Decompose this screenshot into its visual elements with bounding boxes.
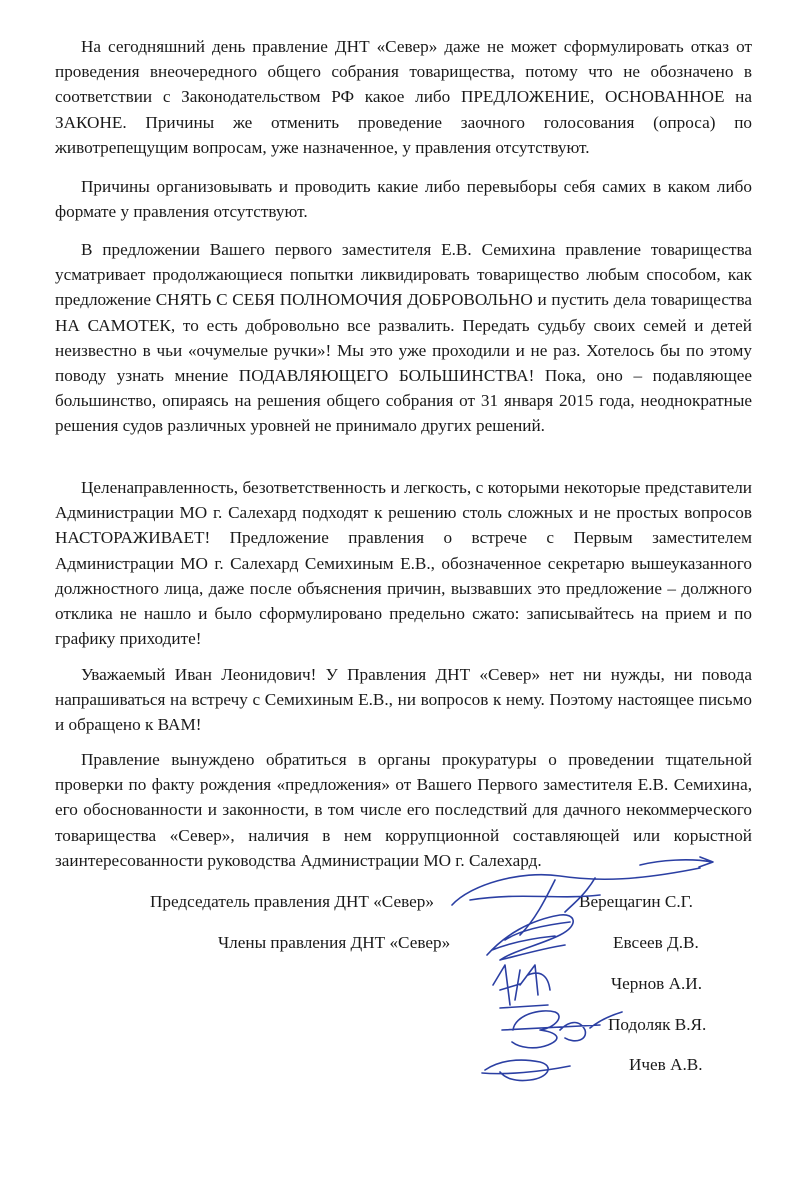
members-label: Члены правления ДНТ «Север» bbox=[218, 933, 451, 952]
member-name-3: Подоляк В.Я. bbox=[608, 1015, 707, 1034]
chairman-label: Председатель правления ДНТ «Север» bbox=[150, 892, 434, 911]
member-name-1: Евсеев Д.В. bbox=[613, 933, 699, 952]
chairman-name: Верещагин С.Г. bbox=[579, 892, 693, 911]
paragraph-4: Целенаправленность, безответственность и легкость, с которыми некоторые представители Администрации МО г. Салехард подходят к решению столь сложных и не простых вопросов НАСТОРАЖИВАЕТ! Предложение правления о встрече с Первым заместителем Администрации МО г. Салехард Семихиным Е.В., обозначенное секретарю вышеуказанного должностного лица, даже после объяснения причин, вызвавших это предложение – должного отклика не нашло и было сформулировано предельно сжато: записывайтесь на прием и по графику приходите! bbox=[55, 478, 752, 649]
paragraph-3: В предложении Вашего первого заместителя Е.В. Семихина правление товарищества усматривает продолжающиеся попытки ликвидировать товарищество любым способом, как предложение СНЯТЬ С СЕБЯ ПОЛНОМОЧИЯ ДОБРОВОЛЬНО и пустить дела товарищества НА САМОТЕК, то есть добровольно все развалить. Передать судьбу своих семей и детей неизвестно в чьи «очумелые ручки»! Мы это уже проходили и не раз. Хотелось бы по этому поводу узнать мнение ПОДАВЛЯЮЩЕГО БОЛЬШИНСТВА! Пока, оно – подавляющее большинство, опираясь на решения общего собрания от 31 января 2015 года, неоднократные решения судов различных уровней не принимало других решений. bbox=[55, 240, 752, 436]
paragraph-5: Уважаемый Иван Леонидович! У Правления ДНТ «Север» нет ни нужды, ни повода напрашиваться на встречу с Семихиным Е.В., ни вопросов к нему. Поэтому настоящее письмо и обращено к ВАМ! bbox=[55, 665, 752, 735]
paragraph-2: Причины организовывать и проводить какие либо перевыборы себя самих в каком либо формате у правления отсутствуют. bbox=[55, 177, 752, 222]
member-name-4: Ичев А.В. bbox=[629, 1055, 703, 1074]
paragraph-6: Правление вынуждено обратиться в органы прокуратуры о проведении тщательной проверки по факту рождения «предложения» от Вашего Первого заместителя Е.В. Семихина, его обоснованности и законности, в том числе его последствий для дачного некоммерческого товарищества «Север», наличия в нем коррупционной составляющей или корыстной заинтересованности руководства Администрации МО г. Салехард. bbox=[55, 750, 752, 870]
paragraph-1: На сегодняшний день правление ДНТ «Север» даже не может сформулировать отказ от проведения внеочередного общего собрания товарищества, потому что не обозначено в соответствии с Законодательством РФ какое либо ПРЕДЛОЖЕНИЕ, ОСНОВАННОЕ на ЗАКОНЕ. Причины же отменить проведение заочного голосования (опроса) по животрепещущим вопросам, уже назначенное, у правления отсутствуют. bbox=[55, 37, 752, 157]
member-4-signature bbox=[482, 1060, 570, 1080]
member-name-2: Чернов А.И. bbox=[611, 974, 703, 993]
member-1-signature bbox=[487, 915, 573, 960]
member-3-signature bbox=[502, 1011, 622, 1048]
member-2-signature bbox=[493, 965, 550, 1008]
